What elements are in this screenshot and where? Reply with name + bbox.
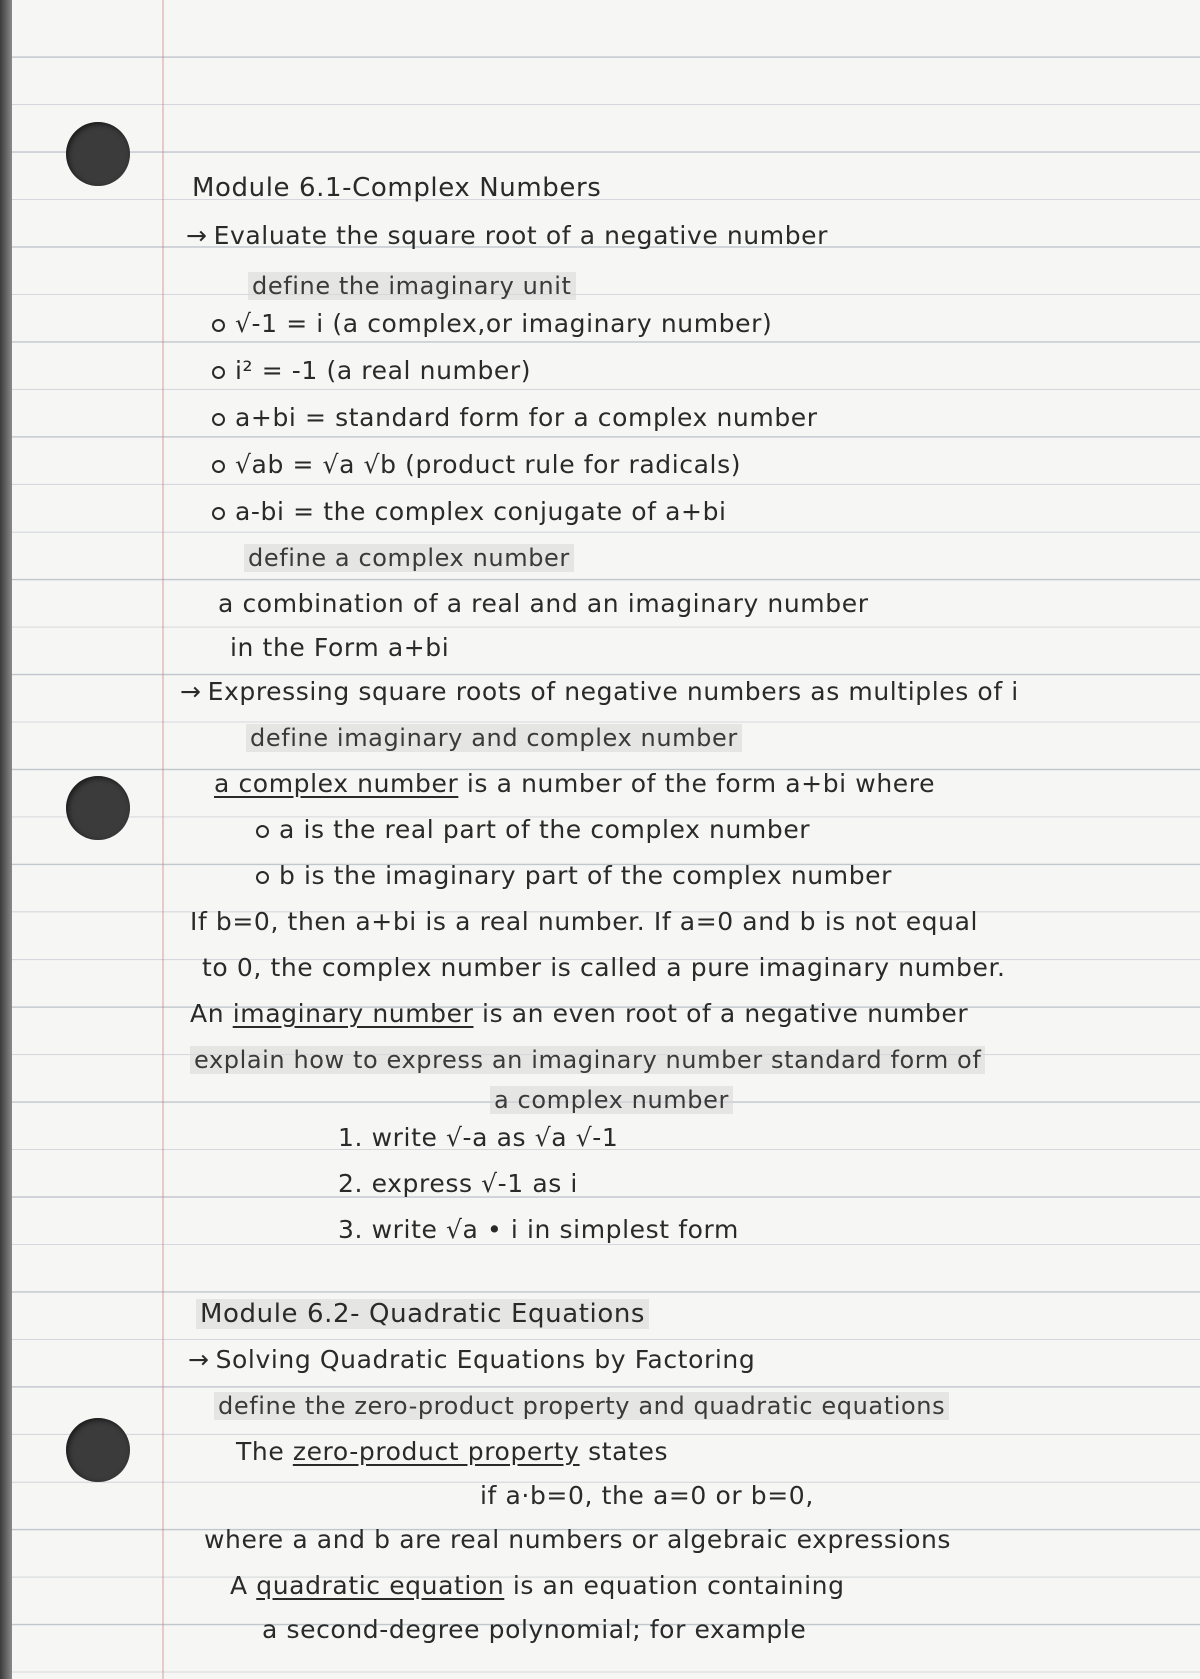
bullet-item <box>212 449 741 481</box>
bullet-icon <box>256 825 269 838</box>
bullet-item <box>212 402 818 434</box>
step-2: 2. express √-1 as i <box>338 1169 578 1198</box>
underlined-term: a complex number <box>214 769 459 798</box>
heading-expressing-text: Expressing square roots of negative numbers as multiples of i <box>207 677 1019 706</box>
highlight-text: define imaginary and complex number <box>246 724 742 752</box>
binder-hole-bottom <box>66 1418 130 1482</box>
definition-text: The <box>236 1437 293 1466</box>
sub-bullet-item <box>256 860 892 892</box>
bullet-icon <box>212 366 225 379</box>
heading-expressing-roots <box>180 676 1019 708</box>
highlight-text: define a complex number <box>244 544 574 572</box>
definition-text: is an even root of a negative number <box>473 999 969 1028</box>
heading-evaluate-sqrt <box>186 220 828 252</box>
bullet-item <box>212 496 727 528</box>
bullet-icon <box>212 460 225 473</box>
arrow-icon: → <box>180 677 202 706</box>
bullet-text: b is the imaginary part of the complex number <box>279 861 893 890</box>
zero-product-statement <box>236 1436 668 1468</box>
binder-hole-middle <box>66 776 130 840</box>
bullet-text: √ab = √a √b (product rule for radicals) <box>235 450 742 479</box>
bullet-icon <box>212 319 225 332</box>
definition-text: is an equation containing <box>504 1571 845 1600</box>
highlight-text: a complex number <box>490 1086 733 1114</box>
step-3: 3. write √a • i in simplest form <box>338 1215 739 1244</box>
page-edge-shadow <box>0 0 12 1679</box>
title-text: Module 6.2- Quadratic Equations <box>196 1299 649 1329</box>
module-6-2-title <box>196 1298 649 1330</box>
heading-evaluate-text: Evaluate the square root of a negative number <box>213 221 829 250</box>
second-degree-line: a second-degree polynomial; for example <box>262 1615 807 1644</box>
definition-text: states <box>579 1437 669 1466</box>
bullet-text: i² = -1 (a real number) <box>235 356 532 385</box>
heading-solving-text: Solving Quadratic Equations by Factoring <box>215 1345 756 1374</box>
define-complex-number <box>244 542 574 574</box>
definition-text: A <box>230 1571 257 1600</box>
bullet-text: a is the real part of the complex number <box>279 815 811 844</box>
arrow-icon: → <box>188 1345 210 1374</box>
combination-line-1: a combination of a real and an imaginary number <box>218 589 869 618</box>
if-statement-line-1: If b=0, then a+bi is a real number. If a=0 and b is not equal <box>190 907 979 936</box>
heading-solving-quadratics <box>188 1344 755 1376</box>
where-line: where a and b are real numbers or algebraic expressions <box>204 1525 952 1554</box>
sub-bullet-item <box>256 814 810 846</box>
bullet-item <box>212 355 531 387</box>
quadratic-equation-definition <box>230 1570 845 1602</box>
module-6-1-title: Module 6.1-Complex Numbers <box>192 173 602 203</box>
explain-line-2 <box>490 1084 733 1116</box>
bullet-icon <box>212 507 225 520</box>
highlight-text: define the imaginary unit <box>248 272 576 300</box>
bullet-text: a+bi = standard form for a complex number <box>235 403 818 432</box>
define-imaginary-complex <box>246 722 742 754</box>
define-zero-product <box>214 1390 949 1422</box>
bullet-icon <box>256 871 269 884</box>
underlined-term: zero-product property <box>292 1437 580 1466</box>
bullet-item <box>212 308 772 340</box>
highlight-text: explain how to express an imaginary number standard form of <box>190 1046 985 1074</box>
bullet-icon <box>212 413 225 426</box>
binder-hole-top <box>66 122 130 186</box>
define-imaginary-unit <box>248 270 576 302</box>
complex-number-definition <box>214 768 935 800</box>
bullet-text: a-bi = the complex conjugate of a+bi <box>235 497 727 526</box>
arrow-icon: → <box>186 221 208 250</box>
imaginary-number-definition <box>190 998 968 1030</box>
explain-line-1 <box>190 1044 985 1076</box>
if-statement-line-2: to 0, the complex number is called a pure imaginary number. <box>202 953 1006 982</box>
definition-text: is a number of the form a+bi where <box>458 769 936 798</box>
bullet-text: √-1 = i (a complex,or imaginary number) <box>235 309 773 338</box>
step-1: 1. write √-a as √a √-1 <box>338 1123 619 1152</box>
underlined-term: quadratic equation <box>256 1571 505 1600</box>
highlight-text: define the zero-product property and quadratic equations <box>214 1392 949 1420</box>
zero-product-rule: if a·b=0, the a=0 or b=0, <box>480 1481 814 1510</box>
underlined-term: imaginary number <box>232 999 474 1028</box>
definition-text: An <box>190 999 233 1028</box>
combination-line-2: in the Form a+bi <box>230 633 450 662</box>
